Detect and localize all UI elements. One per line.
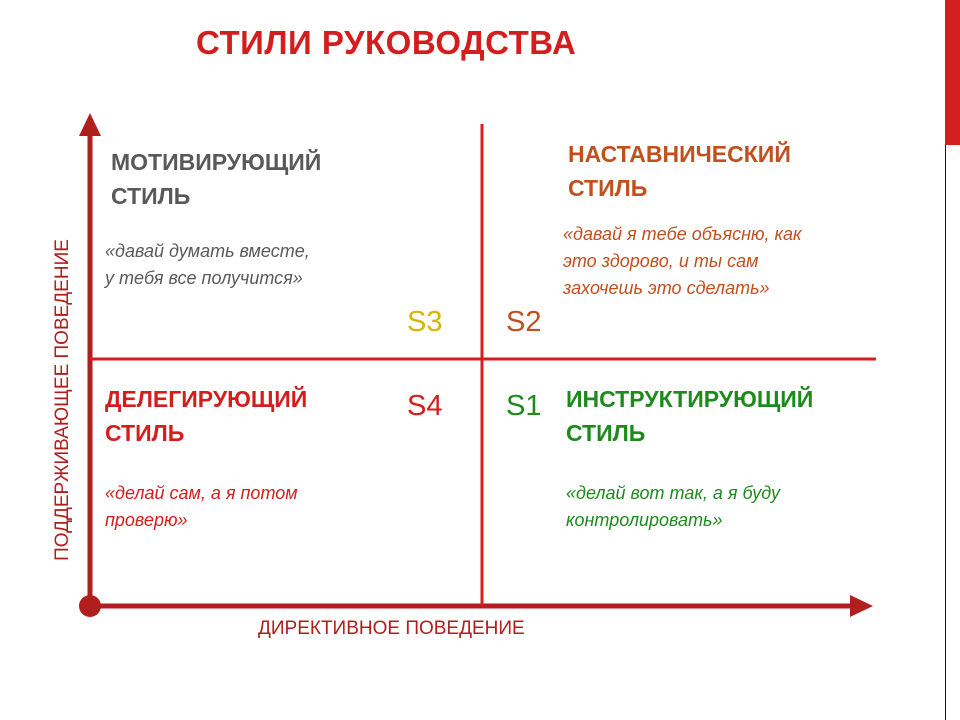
delegating-style-quote: [105, 480, 298, 534]
s4-code-label: S4: [407, 390, 443, 422]
motivating-heading-line-2: СТИЛЬ: [111, 183, 191, 209]
instructing-quote-line-2: контролировать»: [566, 510, 723, 530]
motivating-heading-line-1: МОТИВИРУЮЩИЙ: [111, 149, 322, 175]
s3-code-label: S3: [407, 306, 443, 338]
mentoring-quote-line-2: это здорово, и ты сам: [563, 251, 759, 271]
mentoring-heading-line-1: НАСТАВНИЧЕСКИЙ: [568, 141, 791, 167]
delegating-heading-line-1: ДЕЛЕГИРУЮЩИЙ: [105, 386, 308, 412]
x-axis-label: ДИРЕКТИВНОЕ ПОВЕДЕНИЕ: [258, 618, 525, 639]
delegating-quote-line-1: «делай сам, а я потом: [105, 483, 298, 503]
x-axis-arrowhead: [850, 595, 873, 617]
motivating-quote-line-1: «давай думать вместе,: [105, 241, 310, 261]
instructing-style-quote: [566, 480, 780, 534]
y-axis-arrowhead: [79, 113, 101, 136]
axis-origin-dot: [79, 595, 101, 617]
y-axis-label: ПОДДЕРЖИВАЮЩЕЕ ПОВЕДЕНИЕ: [52, 239, 73, 561]
delegating-quote-line-2: проверю»: [105, 510, 188, 530]
slide-title: СТИЛИ РУКОВОДСТВА: [196, 24, 577, 61]
mentoring-heading-line-2: СТИЛЬ: [568, 175, 648, 201]
mentoring-quote-line-3: захочешь это сделать»: [563, 278, 770, 298]
s2-code-label: S2: [506, 306, 542, 338]
motivating-style-quote: [105, 238, 310, 292]
mentoring-quote-line-1: «давай я тебе объясню, как: [563, 224, 802, 244]
s1-code-label: S1: [506, 390, 542, 422]
motivating-quote-line-2: у тебя все получится»: [105, 268, 303, 288]
delegating-heading-line-2: СТИЛЬ: [105, 420, 185, 446]
instructing-style-heading: [566, 382, 813, 450]
instructing-heading-line-1: ИНСТРУКТИРУЮЩИЙ: [566, 386, 814, 412]
mentoring-style-heading: [568, 137, 791, 205]
delegating-style-heading: [105, 382, 307, 450]
instructing-quote-line-1: «делай вот так, а я буду: [566, 483, 780, 503]
mentoring-style-quote: [563, 221, 802, 302]
instructing-heading-line-2: СТИЛЬ: [566, 420, 646, 446]
motivating-style-heading: [111, 145, 321, 213]
